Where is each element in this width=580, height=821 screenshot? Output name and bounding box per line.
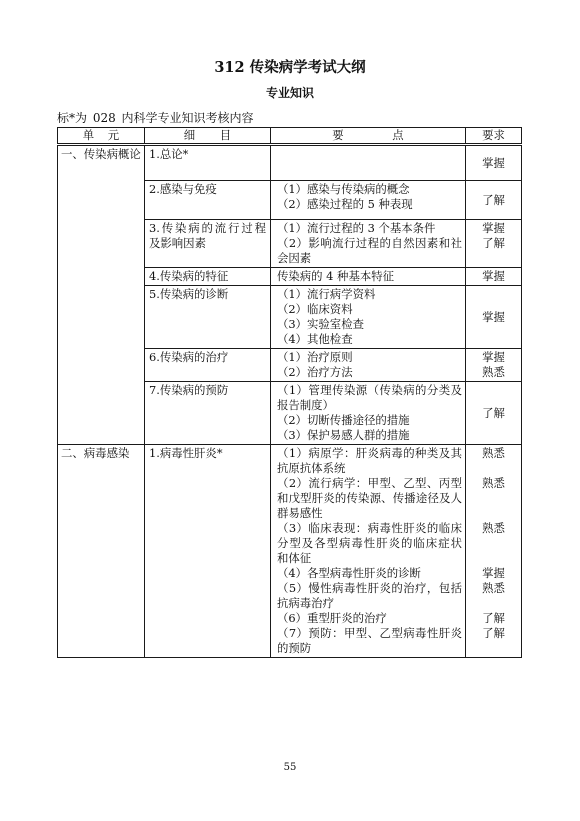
point-line: 分型及各型病毒性肝炎的临床症状 bbox=[277, 536, 462, 550]
detail-cell bbox=[145, 220, 271, 268]
requirement-item: 掌握 bbox=[482, 269, 505, 283]
table-row bbox=[58, 145, 522, 181]
point-line: （1）流行过程的 3 个基本条件 bbox=[277, 221, 436, 235]
unit-cell: 二、病毒感染 bbox=[58, 445, 145, 658]
point-line: 抗病毒治疗 bbox=[277, 596, 334, 610]
requirement-item: 掌握 bbox=[482, 566, 505, 580]
detail-cell bbox=[145, 145, 271, 181]
table-body bbox=[58, 145, 522, 658]
point-item bbox=[277, 236, 462, 266]
points-cell bbox=[271, 181, 466, 220]
detail-line: 5.传染病的诊断 bbox=[149, 287, 229, 301]
header-unit: 单 元 bbox=[58, 128, 145, 145]
requirement-item: 熟悉 bbox=[482, 446, 505, 460]
detail-line: 1.总论* bbox=[149, 147, 189, 161]
point-line: 传染病的 4 种基本特征 bbox=[277, 269, 395, 283]
point-item bbox=[277, 446, 462, 476]
requirement-item: 熟悉 bbox=[482, 581, 505, 595]
header-detail: 细 目 bbox=[145, 128, 271, 145]
detail-cell bbox=[145, 181, 271, 220]
point-item bbox=[277, 197, 462, 212]
point-line: 会因素 bbox=[277, 251, 312, 265]
requirement-item: 了解 bbox=[482, 192, 505, 207]
point-line: （1）治疗原则 bbox=[277, 350, 353, 364]
point-line: 的预防 bbox=[277, 641, 312, 655]
point-item bbox=[277, 317, 462, 332]
point-line: （4）各型病毒性肝炎的诊断 bbox=[277, 566, 421, 580]
page-number: 55 bbox=[283, 762, 297, 773]
points-cell bbox=[271, 286, 466, 349]
point-line: （1）流行病学资料 bbox=[277, 287, 376, 301]
requirement-item: 掌握 bbox=[482, 221, 505, 235]
point-item bbox=[277, 302, 462, 317]
points-cell bbox=[271, 382, 466, 445]
table-header-row bbox=[58, 128, 522, 145]
point-item bbox=[277, 521, 462, 566]
points-cell bbox=[271, 445, 466, 658]
table-row bbox=[58, 445, 522, 658]
requirement-cell bbox=[466, 349, 522, 382]
requirement-item: 了解 bbox=[482, 626, 505, 640]
point-line: （5）慢性病毒性肝炎的治疗，包括 bbox=[277, 581, 462, 595]
point-line: （6）重型肝炎的治疗 bbox=[277, 611, 387, 625]
point-line: （1）感染与传染病的概念 bbox=[277, 182, 410, 196]
detail-line: 2.感染与免疫 bbox=[149, 182, 217, 196]
header-points: 要 点 bbox=[271, 128, 466, 145]
point-line: （3）临床表现：病毒性肝炎的临床 bbox=[277, 521, 462, 535]
requirement-cell bbox=[466, 382, 522, 445]
point-item bbox=[277, 566, 462, 581]
point-line: 和体征 bbox=[277, 551, 312, 565]
detail-line: 7.传染病的预防 bbox=[149, 383, 229, 397]
requirement-item: 熟悉 bbox=[482, 521, 505, 535]
requirement-cell bbox=[466, 145, 522, 181]
point-item bbox=[277, 332, 462, 347]
requirement-item: 掌握 bbox=[482, 155, 505, 170]
point-item bbox=[277, 287, 462, 302]
detail-line: 4.传染病的特征 bbox=[149, 269, 229, 283]
point-line: （4）其他检查 bbox=[277, 332, 353, 346]
detail-line: 3.传染病的流行过程 bbox=[149, 221, 266, 235]
point-item bbox=[277, 413, 462, 428]
requirement-item: 熟悉 bbox=[482, 476, 505, 490]
header-requirement: 要求 bbox=[466, 128, 522, 145]
detail-cell bbox=[145, 268, 271, 286]
point-item bbox=[277, 626, 462, 656]
unit-cell: 一、传染病概论 bbox=[58, 145, 145, 445]
detail-line: 6.传染病的治疗 bbox=[149, 350, 229, 364]
point-line: （2）感染过程的 5 种表现 bbox=[277, 197, 413, 211]
requirement-cell bbox=[466, 286, 522, 349]
point-line: 抗原抗体系统 bbox=[277, 461, 346, 475]
points-cell bbox=[271, 268, 466, 286]
point-line: （1）病原学：肝炎病毒的种类及其 bbox=[277, 446, 462, 460]
point-line: （7）预防：甲型、乙型病毒性肝炎 bbox=[277, 626, 462, 640]
point-item bbox=[277, 269, 462, 284]
point-item bbox=[277, 611, 462, 626]
points-cell bbox=[271, 220, 466, 268]
point-item bbox=[277, 221, 462, 236]
asterisk-note: 标*为 028 内科学专业知识考核内容 bbox=[57, 111, 254, 125]
detail-cell bbox=[145, 445, 271, 658]
requirement-cell bbox=[466, 181, 522, 220]
requirement-item: 了解 bbox=[482, 405, 505, 420]
point-line: （2）影响流行过程的自然因素和社 bbox=[277, 236, 462, 250]
point-item bbox=[277, 182, 462, 197]
requirement-item: 了解 bbox=[482, 611, 505, 625]
point-line: （1）管理传染源（传染病的分类及 bbox=[277, 383, 462, 397]
point-line: （3）实验室检查 bbox=[277, 317, 364, 331]
detail-cell bbox=[145, 286, 271, 349]
point-line: 报告制度） bbox=[277, 398, 334, 412]
detail-line: 及影响因素 bbox=[149, 236, 206, 250]
point-item bbox=[277, 476, 462, 521]
requirement-item: 熟悉 bbox=[482, 365, 505, 379]
point-item bbox=[277, 365, 462, 380]
points-cell bbox=[271, 349, 466, 382]
point-item bbox=[277, 350, 462, 365]
point-line: （2）切断传播途径的措施 bbox=[277, 413, 410, 427]
detail-line: 1.病毒性肝炎* bbox=[149, 446, 223, 460]
point-line: （2）治疗方法 bbox=[277, 365, 353, 379]
point-line: （2）流行病学：甲型、乙型、丙型 bbox=[277, 476, 462, 490]
page-title: 312 传染病学考试大纲 bbox=[214, 59, 366, 76]
point-line: （2）临床资料 bbox=[277, 302, 353, 316]
requirement-cell bbox=[466, 445, 522, 658]
syllabus-table bbox=[57, 127, 522, 658]
requirement-item: 掌握 bbox=[482, 309, 505, 324]
points-cell bbox=[271, 145, 466, 181]
section-subtitle: 专业知识 bbox=[265, 86, 314, 100]
requirement-cell bbox=[466, 220, 522, 268]
point-line: 群易感性 bbox=[277, 506, 323, 520]
requirement-item: 掌握 bbox=[482, 350, 505, 364]
detail-cell bbox=[145, 349, 271, 382]
point-item bbox=[277, 581, 462, 611]
requirement-cell bbox=[466, 268, 522, 286]
point-line: 和戊型肝炎的传染源、传播途径及人 bbox=[277, 491, 462, 505]
requirement-item: 了解 bbox=[482, 236, 505, 250]
detail-cell bbox=[145, 382, 271, 445]
point-item bbox=[277, 428, 462, 443]
point-line: （3）保护易感人群的措施 bbox=[277, 428, 410, 442]
point-item bbox=[277, 383, 462, 413]
